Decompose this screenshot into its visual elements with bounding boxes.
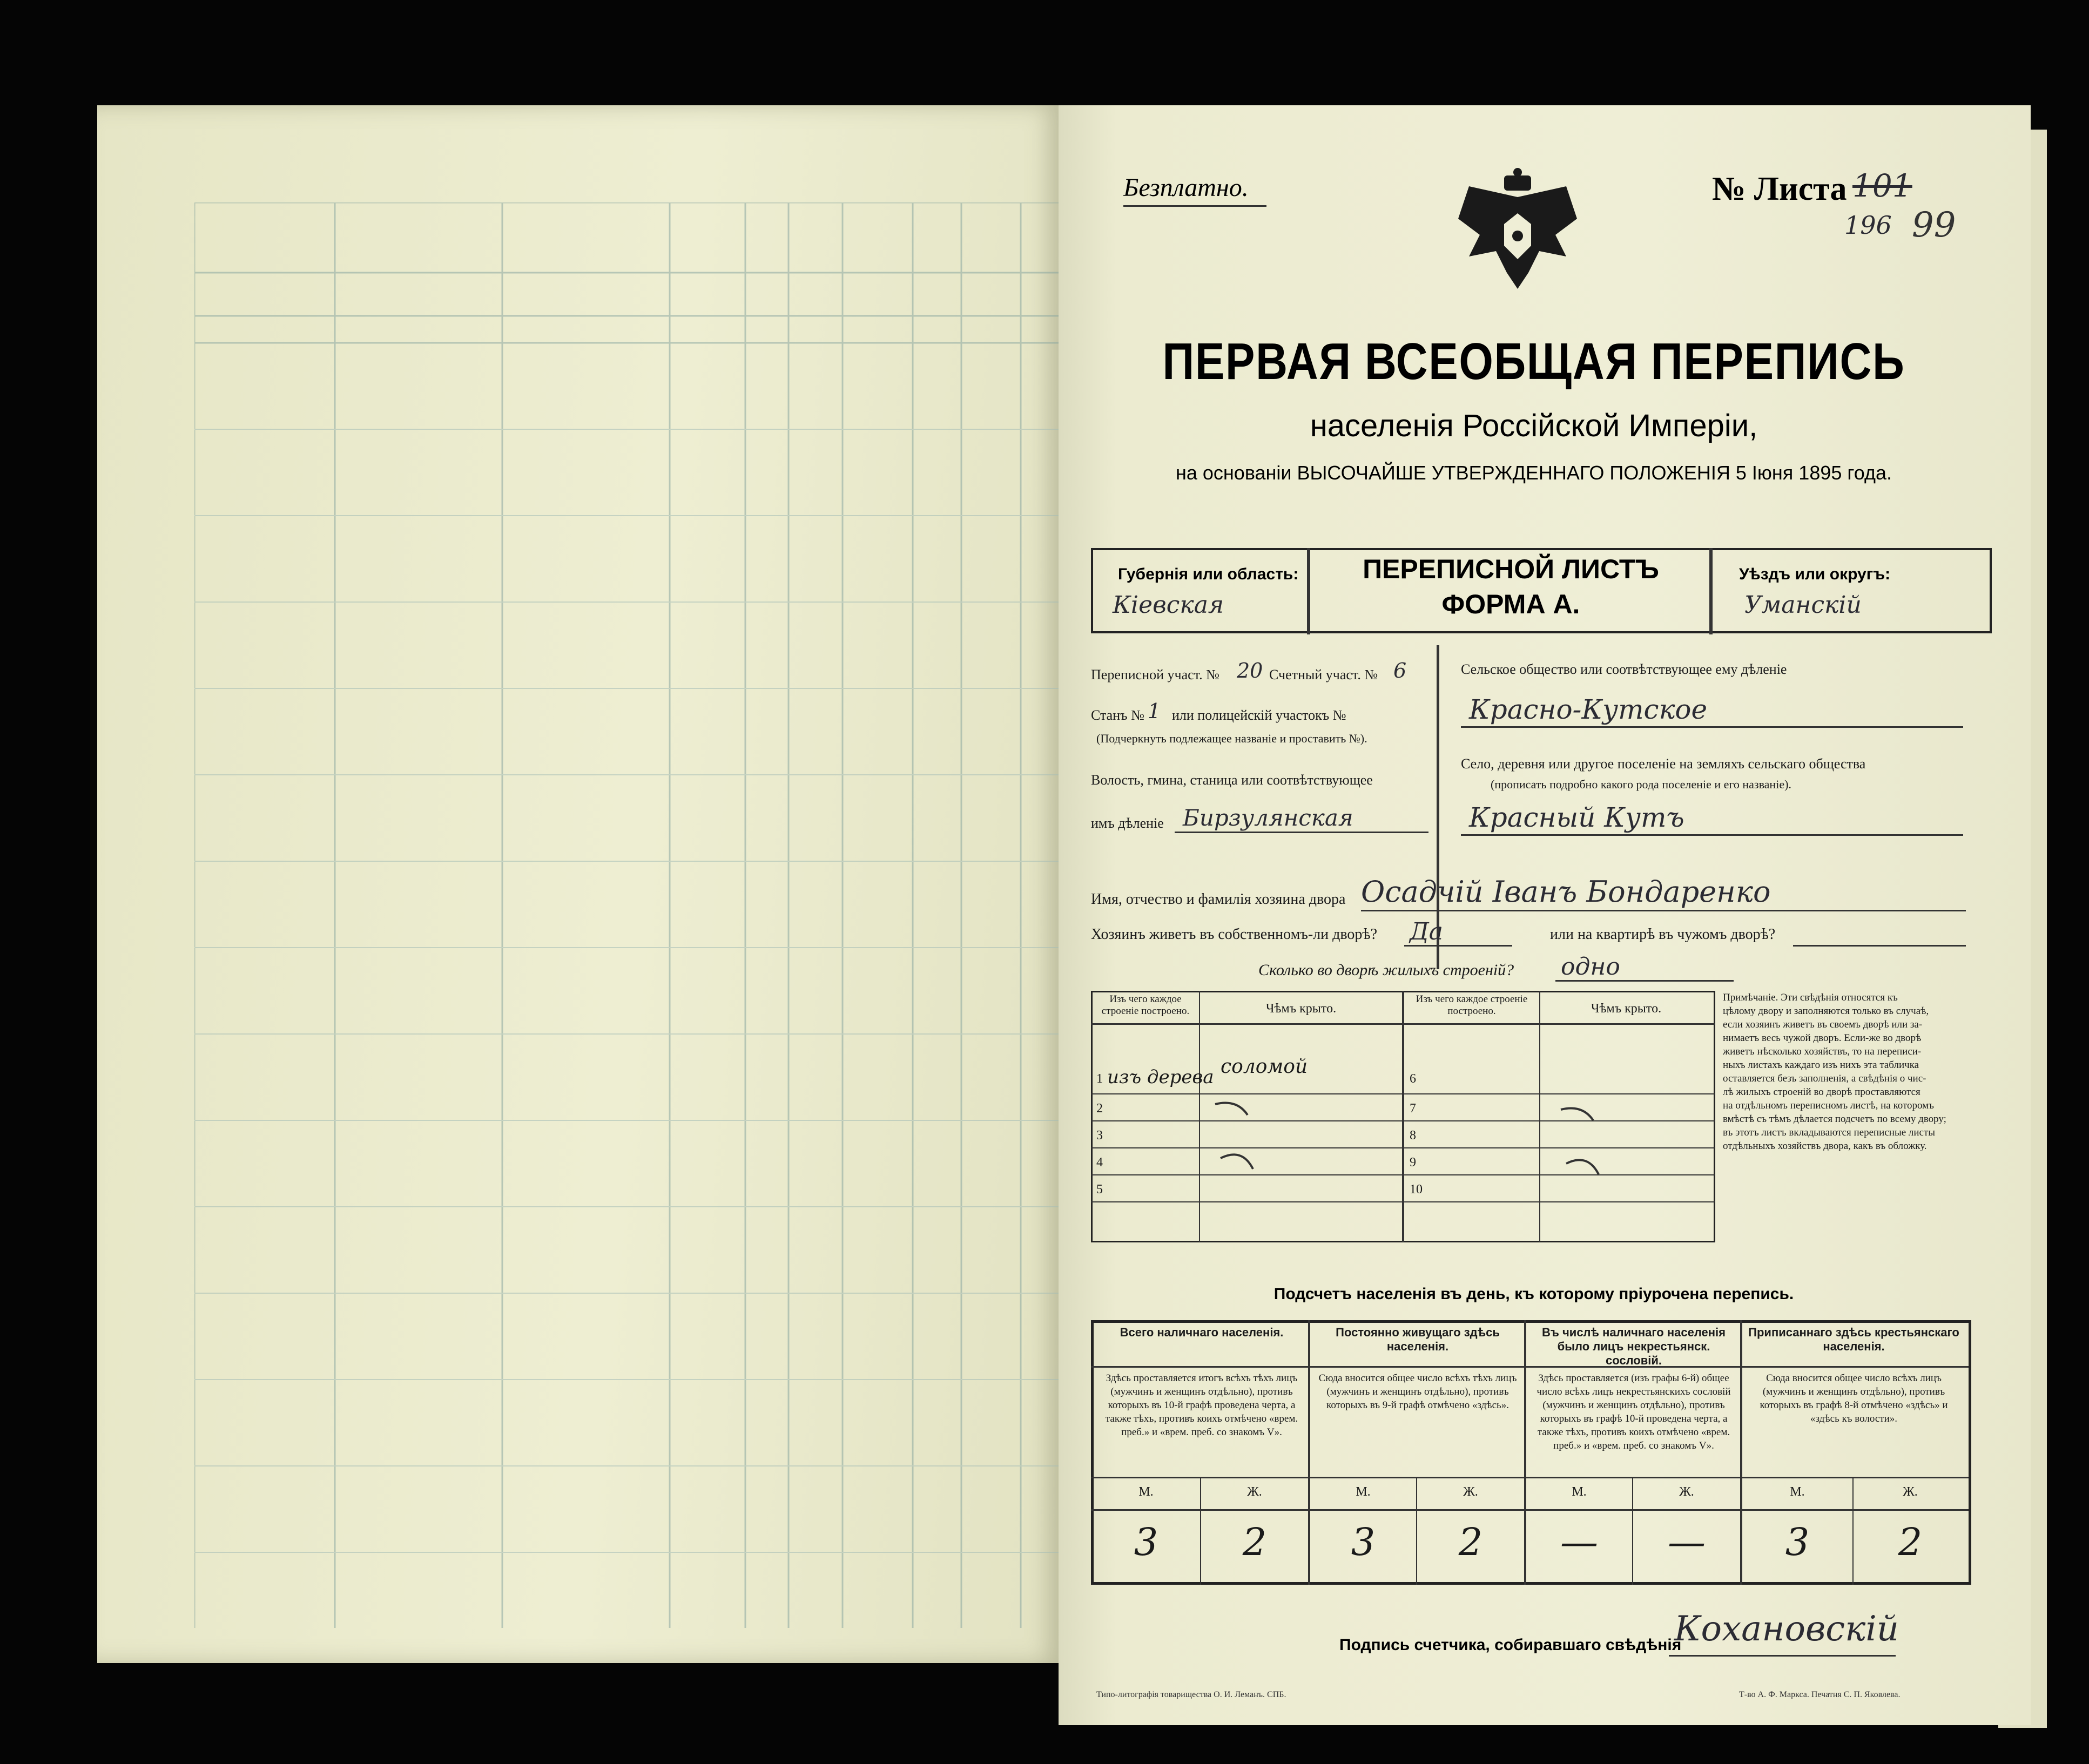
signature-line [1669, 1655, 1896, 1657]
table-row-line [1091, 1120, 1715, 1121]
col-material-header: Изъ чего каждое строеніе построено. [1101, 993, 1190, 1017]
pop-row-line [1091, 1477, 1969, 1478]
pop-col-header: Приписаннаго здѣсь крестьянскаго населенія. [1748, 1326, 1959, 1353]
form-title: ПЕРЕПИСНОЙ ЛИСТЪ [1363, 554, 1659, 584]
row-number: 10 [1410, 1182, 1423, 1197]
sheet-number-corner: 99 [1912, 205, 1956, 245]
note-line: вмѣстѣ съ тѣмъ дѣлается подсчетъ по всему двору; [1723, 1113, 1946, 1125]
resident-male-value: 3 [1351, 1520, 1376, 1564]
note-line: живетъ нѣсколько хозяйствъ, то на переписи- [1723, 1046, 1922, 1057]
row-roof: соломой [1221, 1056, 1308, 1078]
male-label: М. [1356, 1485, 1371, 1499]
signature-label: Подпись счетчика, собиравшаго свѣдѣнія [1339, 1636, 1682, 1654]
col-roof-header-2: Чѣмъ крыто. [1591, 1002, 1662, 1016]
village-line [1461, 834, 1963, 836]
province-value: Кіевская [1113, 591, 1224, 619]
printer-left: Типо-литографія товарищества О. И. Леманъ. СПБ. [1096, 1690, 1286, 1699]
male-label: М. [1138, 1485, 1154, 1499]
row-number: 5 [1096, 1182, 1103, 1197]
female-label: Ж. [1247, 1485, 1262, 1499]
pop-col-header: Постоянно живущаго здѣсь населенія. [1336, 1326, 1500, 1353]
rented-label: или на квартирѣ въ чужомъ дворѣ? [1550, 926, 1776, 943]
divider [1307, 548, 1310, 634]
pop-col-header: Въ числѣ наличнаго населенія было лицъ некрестьянск. сословій. [1541, 1326, 1726, 1367]
table-divider [1539, 991, 1540, 1242]
census-district-value: 20 [1237, 659, 1263, 682]
female-label: Ж. [1463, 1485, 1478, 1499]
census-district-label: Переписной участ. № [1091, 667, 1219, 682]
form-type: ФОРМА А. [1441, 589, 1580, 619]
owner-value: Осадчій Іванъ Бондаренко [1361, 875, 1771, 909]
pop-col-desc: Здѣсь проставляется итогъ всѣхъ тѣхъ лицъ (мужчинъ и женщинъ отдѣльно), противъ которыхъ въ 10-й графѣ проведена черта, а также тѣхъ, противъ коихъ отмѣчено «врем. преб.» и «врем. преб. со знакомъ V». [1105, 1373, 1298, 1438]
stan-value: 1 [1148, 699, 1161, 723]
note-line: цѣлому двору и заполняются только въ случаѣ, [1723, 1005, 1929, 1017]
note-line: ныхъ листахъ каждаго изъ нихъ эта табличка [1723, 1059, 1919, 1071]
note-line: отдѣльныхъ хозяйствъ двора, какъ въ обложку. [1723, 1140, 1927, 1152]
col-material-header-2: Изъ чего каждое строеніе построено. [1416, 993, 1528, 1017]
population-title: Подсчетъ населенія въ день, къ которому пріурочена перепись. [1273, 1285, 1794, 1303]
nonpeasant-female-value: — [1668, 1520, 1706, 1564]
volost-line [1175, 832, 1428, 833]
police-label: или полицейскій участокъ № [1172, 707, 1346, 723]
buildings-value: одно [1561, 953, 1620, 981]
stan-label: Станъ № [1091, 707, 1144, 723]
note-line: нимаетъ весь чужой дворъ. Если-же во дворѣ [1723, 1032, 1922, 1044]
empty-rows-strike [1555, 1099, 1604, 1196]
left-page [97, 105, 1064, 1663]
total-female-value: 2 [1242, 1520, 1267, 1564]
society-line [1461, 726, 1963, 728]
row-number: 3 [1096, 1128, 1103, 1143]
own-house-value: Да [1410, 918, 1444, 945]
row-number: 6 [1410, 1072, 1416, 1086]
table-row-line [1091, 1201, 1715, 1202]
village-value: Красный Кутъ [1469, 802, 1684, 833]
left-page-faint-grid [194, 202, 1113, 1628]
buildings-note [1723, 991, 1966, 1153]
free-label-underline [1123, 205, 1266, 207]
note-line: оставляется безъ заполненія, а свѣдѣнія о чис- [1723, 1073, 1926, 1084]
male-label: М. [1572, 1485, 1587, 1499]
peasant-male-value: 3 [1785, 1520, 1810, 1564]
table-row-line [1091, 1147, 1715, 1148]
volost-value: Бирзулянская [1183, 805, 1353, 831]
table-header-line [1091, 1023, 1715, 1025]
rented-line [1793, 945, 1966, 947]
sheet-number-label: № Листа [1712, 171, 1847, 207]
empty-rows-strike [1210, 1093, 1258, 1191]
female-label: Ж. [1679, 1485, 1694, 1499]
count-district-label: Счетный участ. № [1269, 667, 1378, 682]
village-note: (прописать подробно какого рода поселеніе и его названіе). [1491, 778, 1791, 791]
count-district-value: 6 [1393, 659, 1407, 682]
row-number: 2 [1096, 1101, 1103, 1116]
female-label: Ж. [1903, 1485, 1918, 1499]
note-line: въ этотъ листъ вкладываются переписные листы [1723, 1127, 1936, 1138]
row-number: 4 [1096, 1155, 1103, 1170]
subtitle: населенія Россійской Имперіи, [1310, 408, 1758, 443]
buildings-label: Сколько во дворѣ жилыхъ строеній? [1258, 961, 1514, 979]
note-line: Примѣчаніе. Эти свѣдѣнія относятся къ [1723, 992, 1898, 1003]
census-form-page [1059, 105, 2031, 1725]
signature-value: Кохановскій [1674, 1609, 1899, 1649]
row-number: 7 [1410, 1101, 1416, 1116]
district-label: Уѣздъ или округъ: [1739, 565, 1891, 583]
district-value: Уманскій [1744, 591, 1862, 619]
table-divider [1402, 991, 1404, 1242]
underline-note: (Подчеркнуть подлежащее названіе и проставить №). [1096, 732, 1367, 745]
note-line: на отдѣльномъ переписномъ листѣ, на которомъ [1723, 1100, 1935, 1111]
col-roof-header: Чѣмъ крыто. [1265, 1002, 1337, 1016]
pop-row-line [1091, 1509, 1969, 1511]
table-row-line [1091, 1093, 1715, 1094]
buildings-line [1555, 980, 1734, 982]
row-number: 8 [1410, 1128, 1416, 1143]
sheet-number-crossed: 101 [1852, 167, 1912, 204]
table-divider [1199, 991, 1200, 1242]
owner-line [1361, 910, 1966, 911]
main-title: ПЕРВАЯ ВСЕОБЩАЯ ПЕРЕПИСЬ [1162, 333, 1905, 390]
resident-female-value: 2 [1458, 1520, 1483, 1564]
legal-basis: на основаніи ВЫСОЧАЙШЕ УТВЕРЖДЕННАГО ПОЛОЖЕНІЯ 5 Іюня 1895 года. [1175, 462, 1892, 484]
nonpeasant-male-value: — [1560, 1520, 1598, 1564]
sheet-number-new: 196 [1844, 211, 1892, 240]
row-number: 1 [1096, 1072, 1103, 1086]
free-label: Безплатно. [1123, 173, 1249, 202]
note-line: если хозяинъ живетъ въ своемъ дворѣ или за- [1723, 1019, 1923, 1030]
pop-col-desc: Здѣсь проставляется (изъ графы 6-й) общее число всѣхъ лицъ некрестьянскихъ сословій (мужчинъ и женщинъ отдѣльно), противъ которыхъ въ графѣ 10-й проведена черта, а также тѣхъ, противъ коихъ отмѣчено «врем. преб.» и «врем. преб. со знакомъ V». [1537, 1373, 1731, 1451]
note-line: лѣ жилыхъ строеній во дворѣ проставляются [1723, 1086, 1920, 1098]
printer-right: Т-во А. Ф. Маркса. Печатня С. П. Яковлева. [1739, 1690, 1901, 1699]
pop-col-header: Всего наличнаго населенія. [1120, 1326, 1284, 1339]
total-male-value: 3 [1134, 1520, 1158, 1564]
table-row-line [1091, 1174, 1715, 1175]
row-number: 9 [1410, 1155, 1416, 1170]
male-label: М. [1790, 1485, 1805, 1499]
village-label: Село, деревня или другое поселеніе на земляхъ сельскаго общества [1461, 756, 1866, 772]
province-label: Губернія или область: [1118, 565, 1299, 583]
society-label: Сельское общество или соотвѣтствующее ему дѣленіе [1461, 661, 1787, 677]
volost-label: Волость, гмина, станица или соотвѣтствующее [1091, 772, 1373, 788]
pop-col-desc: Сюда вносится общее число всѣхъ лицъ (мужчинъ и женщинъ отдѣльно), противъ которыхъ въ графѣ 8-й отмѣчено «здѣсь» и «здѣсь къ волости». [1760, 1373, 1948, 1424]
volost-label-2: имъ дѣленіе [1091, 815, 1164, 831]
divider [1709, 548, 1713, 634]
pop-col-desc: Сюда вносится общее число всѣхъ тѣхъ лицъ (мужчинъ и женщинъ отдѣльно), противъ которыхъ въ 9-й графѣ отмѣчено «здѣсь». [1318, 1373, 1517, 1411]
own-house-line [1404, 945, 1512, 947]
own-house-label: Хозяинъ живетъ въ собственномъ-ли дворѣ? [1091, 926, 1378, 943]
owner-label: Имя, отчество и фамилія хозяина двора [1091, 891, 1346, 908]
row-material: изъ дерева [1107, 1066, 1214, 1088]
double-headed-eagle-emblem [1447, 165, 1588, 294]
society-value: Красно-Кутское [1469, 694, 1708, 725]
peasant-female-value: 2 [1898, 1520, 1923, 1564]
